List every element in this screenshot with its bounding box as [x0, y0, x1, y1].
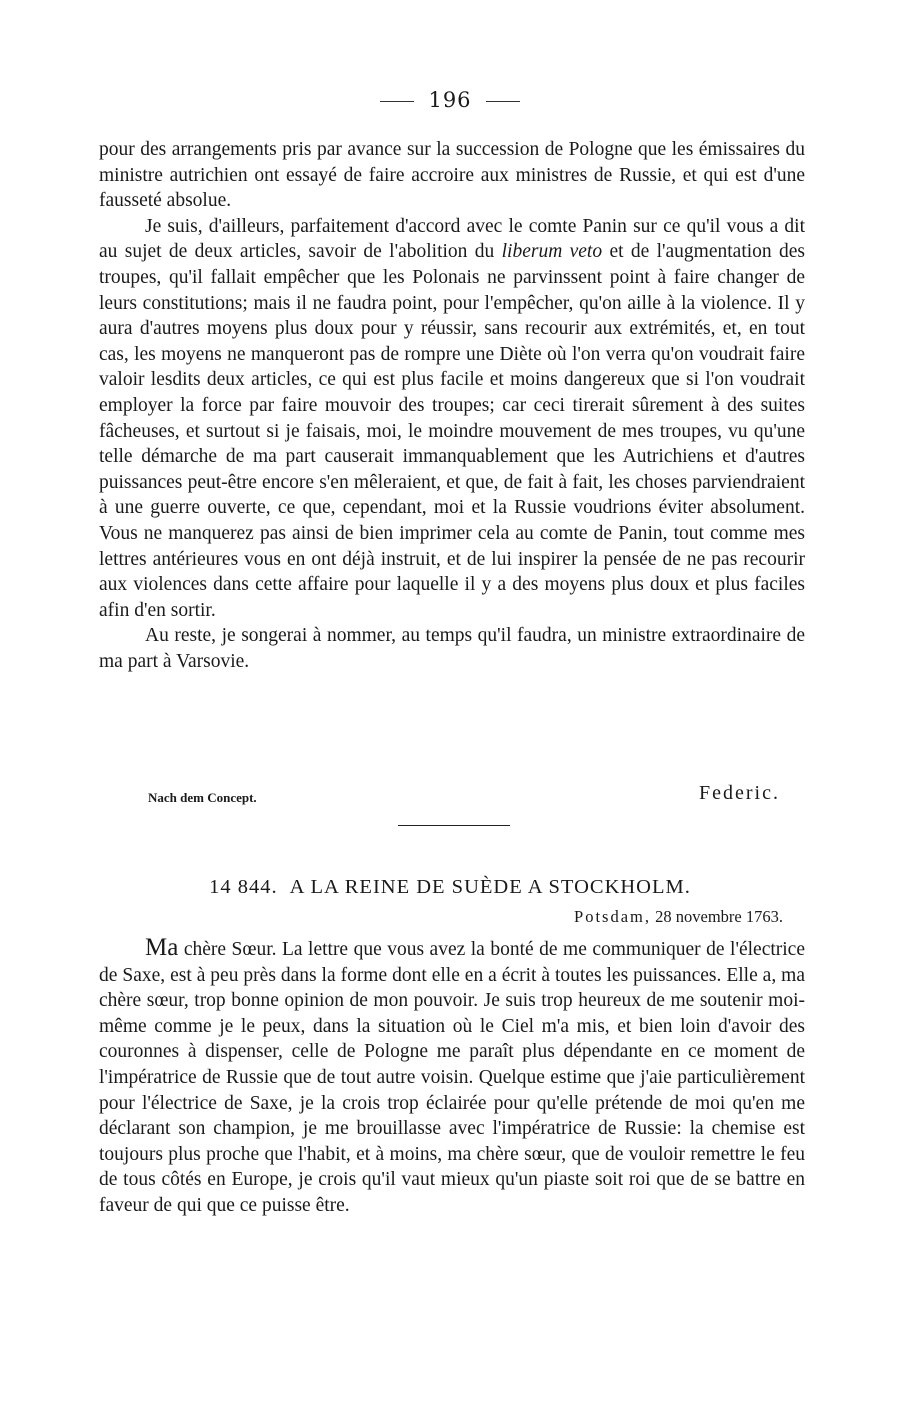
- header-dash-left: [380, 101, 414, 102]
- letter-opening-word: Ma: [145, 934, 179, 961]
- letter-heading: [0, 876, 900, 899]
- letter-place: Potsdam,: [574, 907, 652, 926]
- paragraph-panin: [99, 214, 805, 624]
- page-number-header: [0, 88, 900, 112]
- liberum-veto-term: liberum veto: [501, 241, 603, 263]
- letter-date: 28 novembre 1763.: [655, 907, 783, 926]
- letter-paragraph: [99, 935, 805, 1219]
- letter-number: 14 844.: [209, 876, 278, 898]
- paragraph-panin-rest: et de l'augmentation des troupes, qu'il fallait empêcher que les Polonais ne parvinssent point à faire changer de leurs constitutions; mais il ne faudra point, pour l'empêcher, qu'on aille à la violence. Il y aura d'autres moyens plus doux pour y réussir, sans recourir aux extrémités, et, en tout cas, les moyens ne manqueront pas de rompre une Diète où l'on verra qu'on voudrait faire valoir lesdits deux articles, ce qui est plus facile et moins dangereux que si l'on voudrait employer la force par faire mouvoir des troupes; car ceci tirerait sûrement à des suites fâcheuses, et surtout si je faisais, moi, le moindre mouvement de mes troupes, vu qu'une telle démarche de ma part causerait immanquablement que les Autrichiens et d'autres puissances peut-être encore s'en mêleraient, et que, de fait à fait, les choses parviendraient à une guerre ouverte, ce que, cependant, moi et la Russie voudrions éviter absolument. Vous ne manquerez pas ainsi de bien imprimer cela au comte de Panin, tout comme mes lettres antérieures vous en ont déjà instruit, et de lui inspirer la pensée de ne pas recourir aux violences dans cette affaire pour laquelle il y a des moyens plus doux et plus faciles afin d'en sortir.: [99, 241, 805, 621]
- paragraph-continuation: pour des arrangements pris par avance sur la succession de Pologne que les émissaires du ministre autrichien ont essayé de faire accroire aux ministres de Russie, et qui est d'une fausseté absolue.: [99, 139, 805, 212]
- section-divider: [398, 825, 510, 826]
- letter-body: [99, 935, 805, 1219]
- header-dash-right: [486, 101, 520, 102]
- letter-title: A LA REINE DE SUÈDE A STOCKHOLM.: [289, 876, 691, 898]
- letter-body-text: chère Sœur. La lettre que vous avez la bonté de me communiquer de l'électrice de Saxe, est à peu près dans la forme dont elle en a écrit à toutes les puissances. Elle a, ma chère sœur, trop bonne opinion de mon pouvoir. Je suis trop heureux de me soutenir moi-même comme je le peux, dans la situation où le Ciel m'a mis, et bien loin d'avoir des couronnes à dispenser, celle de Pologne me paraît plus dépendante en ce moment de l'impératrice de Russie que de tout autre voisin. Quelque estime que j'aie particulièrement pour l'électrice de Saxe, je la crois trop éclairée pour qu'elle prétende de moi qu'en me déclarant son champion, je me brouillasse avec l'impératrice de Russie: la chemise est toujours plus proche que l'habit, et à moins, ma chère sœur, que de vouloir remettre le feu de tous côtés en Europe, je crois qu'il vaut mieux qu'un piaste soit roi que de se battre en faveur de qui que ce puisse être.: [99, 939, 805, 1216]
- signature: Federic.: [699, 782, 780, 804]
- page-number: 196: [428, 88, 472, 112]
- paragraph-closing: Au reste, je songerai à nommer, au temps qu'il faudra, un ministre extraordinaire de ma part à Varsovie.: [99, 625, 805, 672]
- letter-dateline: [574, 907, 783, 927]
- continued-letter-text: [99, 137, 805, 674]
- paragraph-panin-start: Je suis, d'ailleurs, parfaitement d'accord avec le comte Panin sur ce qu'il vous a dit au sujet de deux articles, savoir de l'abolition du: [99, 215, 805, 263]
- source-note: Nach dem Concept.: [148, 790, 257, 805]
